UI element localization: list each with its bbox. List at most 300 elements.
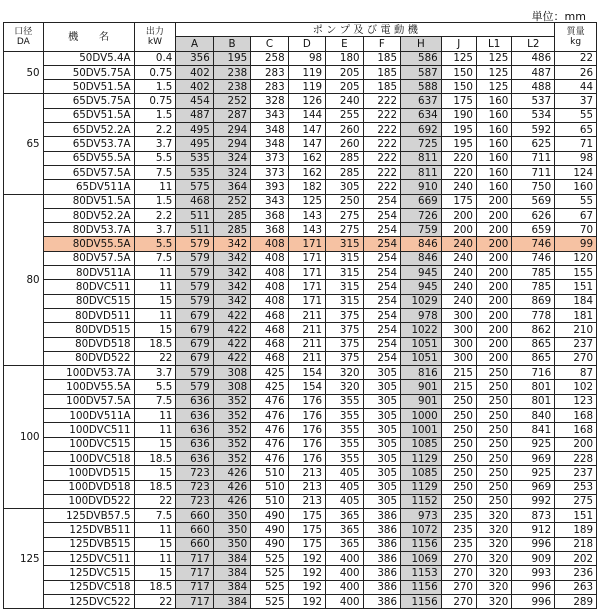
- dim-cell-h: 901: [401, 394, 442, 408]
- weight-cell: 189: [555, 523, 597, 537]
- dim-cell-l2: 865: [512, 351, 555, 365]
- model-cell: 80DV511A: [43, 266, 134, 280]
- dim-cell-l2: 969: [512, 451, 555, 465]
- dim-cell-l2: 569: [512, 194, 555, 208]
- dim-cell-a: 679: [176, 351, 213, 365]
- model-cell: 100DV57.5A: [43, 394, 134, 408]
- dim-cell-j: 250: [441, 394, 476, 408]
- dim-cell-c: 425: [251, 380, 288, 394]
- dim-cell-c: 328: [251, 94, 288, 108]
- header-output: 出力 kW: [134, 23, 176, 52]
- dim-cell-d: 176: [288, 437, 325, 451]
- output-cell: 1.5: [134, 80, 176, 94]
- dim-cell-b: 384: [213, 580, 250, 594]
- dim-cell-j: 190: [441, 108, 476, 122]
- dim-cell-j: 270: [441, 594, 476, 608]
- dim-cell-e: 355: [326, 423, 363, 437]
- dim-cell-b: 352: [213, 409, 250, 423]
- dim-cell-j: 250: [441, 437, 476, 451]
- dim-cell-l2: 785: [512, 280, 555, 294]
- dim-cell-d: 119: [288, 65, 325, 79]
- dim-cell-e: 260: [326, 137, 363, 151]
- dim-cell-b: 422: [213, 323, 250, 337]
- header-dim-j: J: [441, 37, 476, 51]
- dim-cell-a: 660: [176, 537, 213, 551]
- dim-cell-b: 352: [213, 394, 250, 408]
- dim-cell-b: 238: [213, 65, 250, 79]
- dim-cell-l1: 250: [476, 423, 511, 437]
- dim-cell-l1: 160: [476, 108, 511, 122]
- output-cell: 0.75: [134, 94, 176, 108]
- output-cell: 11: [134, 409, 176, 423]
- dim-cell-b: 342: [213, 251, 250, 265]
- weight-cell: 22: [555, 51, 597, 65]
- dim-cell-d: 147: [288, 137, 325, 151]
- dim-cell-h: 1152: [401, 494, 442, 508]
- dim-cell-c: 468: [251, 337, 288, 351]
- output-cell: 5.5: [134, 380, 176, 394]
- dim-cell-d: 171: [288, 237, 325, 251]
- header-dim-c: C: [251, 37, 288, 51]
- dim-cell-b: 285: [213, 223, 250, 237]
- dim-cell-h: 1051: [401, 337, 442, 351]
- dim-cell-c: 476: [251, 423, 288, 437]
- weight-cell: 263: [555, 580, 597, 594]
- dim-cell-c: 510: [251, 494, 288, 508]
- dim-cell-a: 717: [176, 580, 213, 594]
- dim-cell-l2: 840: [512, 409, 555, 423]
- dim-cell-f: 305: [363, 380, 400, 394]
- dim-cell-d: 213: [288, 494, 325, 508]
- dim-cell-l2: 865: [512, 337, 555, 351]
- dim-cell-b: 352: [213, 437, 250, 451]
- dim-cell-l1: 200: [476, 208, 511, 222]
- table-row: [4, 323, 597, 337]
- dim-cell-d: 211: [288, 308, 325, 322]
- output-cell: 3.7: [134, 137, 176, 151]
- dim-cell-b: 384: [213, 566, 250, 580]
- dim-cell-f: 254: [363, 223, 400, 237]
- table-row: [4, 551, 597, 565]
- dim-cell-e: 315: [326, 251, 363, 265]
- dim-cell-j: 270: [441, 580, 476, 594]
- dim-cell-j: 240: [441, 266, 476, 280]
- table-row: [4, 180, 597, 194]
- dim-cell-e: 355: [326, 409, 363, 423]
- header-dim-l1: L1: [476, 37, 511, 51]
- output-cell: 11: [134, 308, 176, 322]
- weight-cell: 71: [555, 137, 597, 151]
- dim-cell-l1: 250: [476, 451, 511, 465]
- model-cell: 65DV5.75A: [43, 94, 134, 108]
- table-row: [4, 337, 597, 351]
- dim-cell-l1: 200: [476, 351, 511, 365]
- dim-cell-b: 324: [213, 165, 250, 179]
- output-cell: 22: [134, 351, 176, 365]
- dim-cell-f: 254: [363, 208, 400, 222]
- dim-cell-b: 364: [213, 180, 250, 194]
- table-row: [4, 280, 597, 294]
- dim-cell-a: 679: [176, 337, 213, 351]
- output-cell: 18.5: [134, 480, 176, 494]
- dim-cell-e: 275: [326, 208, 363, 222]
- dim-cell-l1: 200: [476, 323, 511, 337]
- dim-cell-b: 252: [213, 94, 250, 108]
- dim-cell-c: 408: [251, 237, 288, 251]
- dim-cell-h: 1001: [401, 423, 442, 437]
- dim-cell-b: 238: [213, 80, 250, 94]
- dim-cell-c: 490: [251, 537, 288, 551]
- dim-cell-e: 260: [326, 123, 363, 137]
- table-row: [4, 523, 597, 537]
- output-cell: 0.4: [134, 51, 176, 65]
- dim-cell-e: 400: [326, 551, 363, 565]
- dim-cell-h: 945: [401, 280, 442, 294]
- dim-cell-e: 250: [326, 194, 363, 208]
- output-cell: 0.75: [134, 65, 176, 79]
- dim-cell-c: 283: [251, 65, 288, 79]
- model-cell: 50DV5.4A: [43, 51, 134, 65]
- dim-cell-e: 405: [326, 466, 363, 480]
- dim-cell-c: 525: [251, 594, 288, 608]
- dim-cell-h: 1085: [401, 466, 442, 480]
- dim-cell-j: 240: [441, 251, 476, 265]
- dim-cell-b: 342: [213, 294, 250, 308]
- model-cell: 125DVC518: [43, 580, 134, 594]
- model-cell: 125DVB511: [43, 523, 134, 537]
- table-row: [4, 151, 597, 165]
- table-row: [4, 423, 597, 437]
- weight-cell: 168: [555, 409, 597, 423]
- dim-cell-l1: 125: [476, 51, 511, 65]
- dim-cell-b: 422: [213, 351, 250, 365]
- dim-cell-e: 315: [326, 280, 363, 294]
- dim-cell-l2: 785: [512, 266, 555, 280]
- output-cell: 18.5: [134, 337, 176, 351]
- weight-cell: 236: [555, 566, 597, 580]
- dim-cell-f: 254: [363, 266, 400, 280]
- dim-cell-h: 1156: [401, 580, 442, 594]
- dim-cell-e: 180: [326, 51, 363, 65]
- model-cell: 125DVB57.5: [43, 509, 134, 523]
- dim-cell-h: 945: [401, 266, 442, 280]
- dim-cell-a: 495: [176, 137, 213, 151]
- dim-cell-h: 1156: [401, 537, 442, 551]
- table-row: [4, 366, 597, 380]
- header-dim-d: D: [288, 37, 325, 51]
- dim-cell-j: 250: [441, 480, 476, 494]
- dim-cell-j: 240: [441, 280, 476, 294]
- dim-cell-d: 171: [288, 251, 325, 265]
- dim-cell-l2: 801: [512, 380, 555, 394]
- dim-cell-b: 352: [213, 451, 250, 465]
- dim-cell-c: 476: [251, 437, 288, 451]
- table-row: [4, 294, 597, 308]
- weight-cell: 26: [555, 65, 597, 79]
- dim-cell-l1: 320: [476, 566, 511, 580]
- table-row: [4, 94, 597, 108]
- dim-cell-l2: 534: [512, 108, 555, 122]
- dim-cell-c: 368: [251, 208, 288, 222]
- dim-cell-b: 308: [213, 366, 250, 380]
- weight-cell: 168: [555, 423, 597, 437]
- dim-cell-c: 373: [251, 151, 288, 165]
- weight-cell: 160: [555, 180, 597, 194]
- dim-cell-j: 300: [441, 351, 476, 365]
- diameter-cell: 80: [4, 194, 44, 366]
- model-cell: 65DV511A: [43, 180, 134, 194]
- dim-cell-f: 185: [363, 65, 400, 79]
- dim-cell-l2: 659: [512, 223, 555, 237]
- dim-cell-d: 119: [288, 80, 325, 94]
- model-cell: 125DVC511: [43, 551, 134, 565]
- dim-cell-b: 350: [213, 537, 250, 551]
- dim-cell-j: 250: [441, 409, 476, 423]
- dim-cell-h: 811: [401, 165, 442, 179]
- table-row: [4, 208, 597, 222]
- dim-cell-l1: 200: [476, 266, 511, 280]
- dim-cell-c: 468: [251, 351, 288, 365]
- weight-cell: 37: [555, 94, 597, 108]
- output-cell: 7.5: [134, 509, 176, 523]
- dim-cell-l2: 925: [512, 466, 555, 480]
- dim-cell-b: 195: [213, 51, 250, 65]
- dim-cell-l1: 160: [476, 180, 511, 194]
- output-cell: 15: [134, 294, 176, 308]
- dim-cell-j: 175: [441, 194, 476, 208]
- weight-cell: 67: [555, 208, 597, 222]
- output-cell: 18.5: [134, 580, 176, 594]
- dim-cell-l2: 487: [512, 65, 555, 79]
- table-row: [4, 237, 597, 251]
- weight-cell: 155: [555, 266, 597, 280]
- dim-cell-f: 386: [363, 509, 400, 523]
- model-cell: 80DVD518: [43, 337, 134, 351]
- dim-cell-a: 636: [176, 394, 213, 408]
- model-cell: 65DV53.7A: [43, 137, 134, 151]
- dim-cell-h: 811: [401, 151, 442, 165]
- dim-cell-h: 1069: [401, 551, 442, 565]
- dim-cell-l1: 250: [476, 366, 511, 380]
- weight-cell: 289: [555, 594, 597, 608]
- model-cell: 65DV51.5A: [43, 108, 134, 122]
- table-row: [4, 308, 597, 322]
- dim-cell-j: 250: [441, 451, 476, 465]
- dim-cell-a: 636: [176, 437, 213, 451]
- header-dim-l2: L2: [512, 37, 555, 51]
- model-cell: 65DV57.5A: [43, 165, 134, 179]
- table-row: [4, 223, 597, 237]
- weight-cell: 253: [555, 480, 597, 494]
- dim-cell-d: 192: [288, 566, 325, 580]
- weight-cell: 151: [555, 280, 597, 294]
- dim-cell-d: 144: [288, 108, 325, 122]
- dim-cell-l2: 996: [512, 537, 555, 551]
- dim-cell-j: 270: [441, 551, 476, 565]
- dim-cell-a: 356: [176, 51, 213, 65]
- output-cell: 3.7: [134, 223, 176, 237]
- model-cell: 50DV5.75A: [43, 65, 134, 79]
- model-cell: 80DVC515: [43, 294, 134, 308]
- dim-cell-j: 270: [441, 566, 476, 580]
- dim-cell-f: 222: [363, 137, 400, 151]
- table-row: [4, 351, 597, 365]
- dim-cell-j: 240: [441, 180, 476, 194]
- dim-cell-l1: 160: [476, 165, 511, 179]
- dim-cell-d: 171: [288, 294, 325, 308]
- dim-cell-h: 1029: [401, 294, 442, 308]
- spec-table: [3, 22, 597, 609]
- dim-cell-f: 305: [363, 480, 400, 494]
- dim-cell-l1: 320: [476, 580, 511, 594]
- dim-cell-h: 759: [401, 223, 442, 237]
- dim-cell-l1: 200: [476, 194, 511, 208]
- dim-cell-a: 579: [176, 294, 213, 308]
- weight-cell: 124: [555, 165, 597, 179]
- dim-cell-l2: 778: [512, 308, 555, 322]
- dim-cell-b: 342: [213, 237, 250, 251]
- dim-cell-c: 408: [251, 251, 288, 265]
- weight-cell: 65: [555, 123, 597, 137]
- dim-cell-e: 405: [326, 480, 363, 494]
- dim-cell-l1: 320: [476, 509, 511, 523]
- dim-cell-h: 1022: [401, 323, 442, 337]
- dim-cell-e: 315: [326, 266, 363, 280]
- table-row: [4, 437, 597, 451]
- model-cell: 100DV511A: [43, 409, 134, 423]
- dim-cell-e: 375: [326, 351, 363, 365]
- table-row: [4, 466, 597, 480]
- dim-cell-f: 254: [363, 337, 400, 351]
- weight-cell: 44: [555, 80, 597, 94]
- dim-cell-d: 154: [288, 366, 325, 380]
- table-row: [4, 80, 597, 94]
- dim-cell-c: 283: [251, 80, 288, 94]
- dim-cell-d: 211: [288, 337, 325, 351]
- dim-cell-l1: 250: [476, 437, 511, 451]
- dim-cell-f: 254: [363, 323, 400, 337]
- weight-cell: 55: [555, 194, 597, 208]
- dim-cell-c: 258: [251, 51, 288, 65]
- dim-cell-l2: 625: [512, 137, 555, 151]
- model-cell: 80DVD511: [43, 308, 134, 322]
- dim-cell-h: 1156: [401, 594, 442, 608]
- dim-cell-l1: 320: [476, 537, 511, 551]
- output-cell: 1.5: [134, 108, 176, 122]
- weight-cell: 218: [555, 537, 597, 551]
- output-cell: 5.5: [134, 151, 176, 165]
- weight-cell: 237: [555, 466, 597, 480]
- dim-cell-f: 254: [363, 194, 400, 208]
- weight-cell: 151: [555, 509, 597, 523]
- dim-cell-e: 375: [326, 323, 363, 337]
- dim-cell-f: 254: [363, 237, 400, 251]
- dim-cell-c: 468: [251, 308, 288, 322]
- dim-cell-f: 386: [363, 594, 400, 608]
- dim-cell-l2: 711: [512, 165, 555, 179]
- output-cell: 11: [134, 180, 176, 194]
- dim-cell-d: 176: [288, 451, 325, 465]
- output-cell: 7.5: [134, 394, 176, 408]
- header-dim-f: F: [363, 37, 400, 51]
- dim-cell-e: 305: [326, 180, 363, 194]
- dim-cell-h: 978: [401, 308, 442, 322]
- dim-cell-b: 294: [213, 137, 250, 151]
- dim-cell-b: 422: [213, 308, 250, 322]
- model-cell: 100DVC511: [43, 423, 134, 437]
- dim-cell-l1: 250: [476, 494, 511, 508]
- dim-cell-d: 171: [288, 280, 325, 294]
- dim-cell-c: 343: [251, 194, 288, 208]
- dim-cell-f: 305: [363, 394, 400, 408]
- dim-cell-l2: 592: [512, 123, 555, 137]
- weight-cell: 102: [555, 380, 597, 394]
- dim-cell-j: 175: [441, 94, 476, 108]
- dim-cell-b: 342: [213, 266, 250, 280]
- table-row: [4, 494, 597, 508]
- table-row: [4, 266, 597, 280]
- dim-cell-l2: 711: [512, 151, 555, 165]
- dim-cell-h: 669: [401, 194, 442, 208]
- dim-cell-j: 200: [441, 223, 476, 237]
- dim-cell-d: 176: [288, 394, 325, 408]
- dim-cell-f: 185: [363, 80, 400, 94]
- dim-cell-a: 402: [176, 65, 213, 79]
- dim-cell-l2: 746: [512, 237, 555, 251]
- dim-cell-l1: 320: [476, 523, 511, 537]
- header-dim-e: E: [326, 37, 363, 51]
- dim-cell-l2: 537: [512, 94, 555, 108]
- dim-cell-d: 192: [288, 594, 325, 608]
- dim-cell-c: 476: [251, 409, 288, 423]
- dim-cell-f: 254: [363, 308, 400, 322]
- model-cell: 80DVC511: [43, 280, 134, 294]
- table-row: [4, 580, 597, 594]
- weight-cell: 123: [555, 394, 597, 408]
- dim-cell-c: 393: [251, 180, 288, 194]
- table-row: [4, 537, 597, 551]
- dim-cell-e: 275: [326, 223, 363, 237]
- table-row: [4, 409, 597, 423]
- dim-cell-c: 476: [251, 394, 288, 408]
- dim-cell-j: 195: [441, 137, 476, 151]
- dim-cell-a: 495: [176, 123, 213, 137]
- dim-cell-a: 468: [176, 194, 213, 208]
- dim-cell-a: 511: [176, 208, 213, 222]
- dim-cell-l1: 250: [476, 409, 511, 423]
- dim-cell-h: 637: [401, 94, 442, 108]
- model-cell: 80DV51.5A: [43, 194, 134, 208]
- weight-cell: 210: [555, 323, 597, 337]
- dim-cell-f: 305: [363, 437, 400, 451]
- header-weight: 質量 kg: [555, 23, 597, 52]
- dim-cell-e: 355: [326, 394, 363, 408]
- dim-cell-l1: 160: [476, 123, 511, 137]
- dim-cell-a: 636: [176, 451, 213, 465]
- dim-cell-j: 240: [441, 237, 476, 251]
- table-row: [4, 594, 597, 608]
- dim-cell-j: 150: [441, 65, 476, 79]
- dim-cell-j: 235: [441, 509, 476, 523]
- table-row: [4, 509, 597, 523]
- output-cell: 15: [134, 566, 176, 580]
- dim-cell-h: 846: [401, 237, 442, 251]
- header-dim-a: A: [176, 37, 213, 51]
- dim-cell-c: 408: [251, 294, 288, 308]
- dim-cell-b: 308: [213, 380, 250, 394]
- dim-cell-f: 254: [363, 294, 400, 308]
- dim-cell-l1: 250: [476, 394, 511, 408]
